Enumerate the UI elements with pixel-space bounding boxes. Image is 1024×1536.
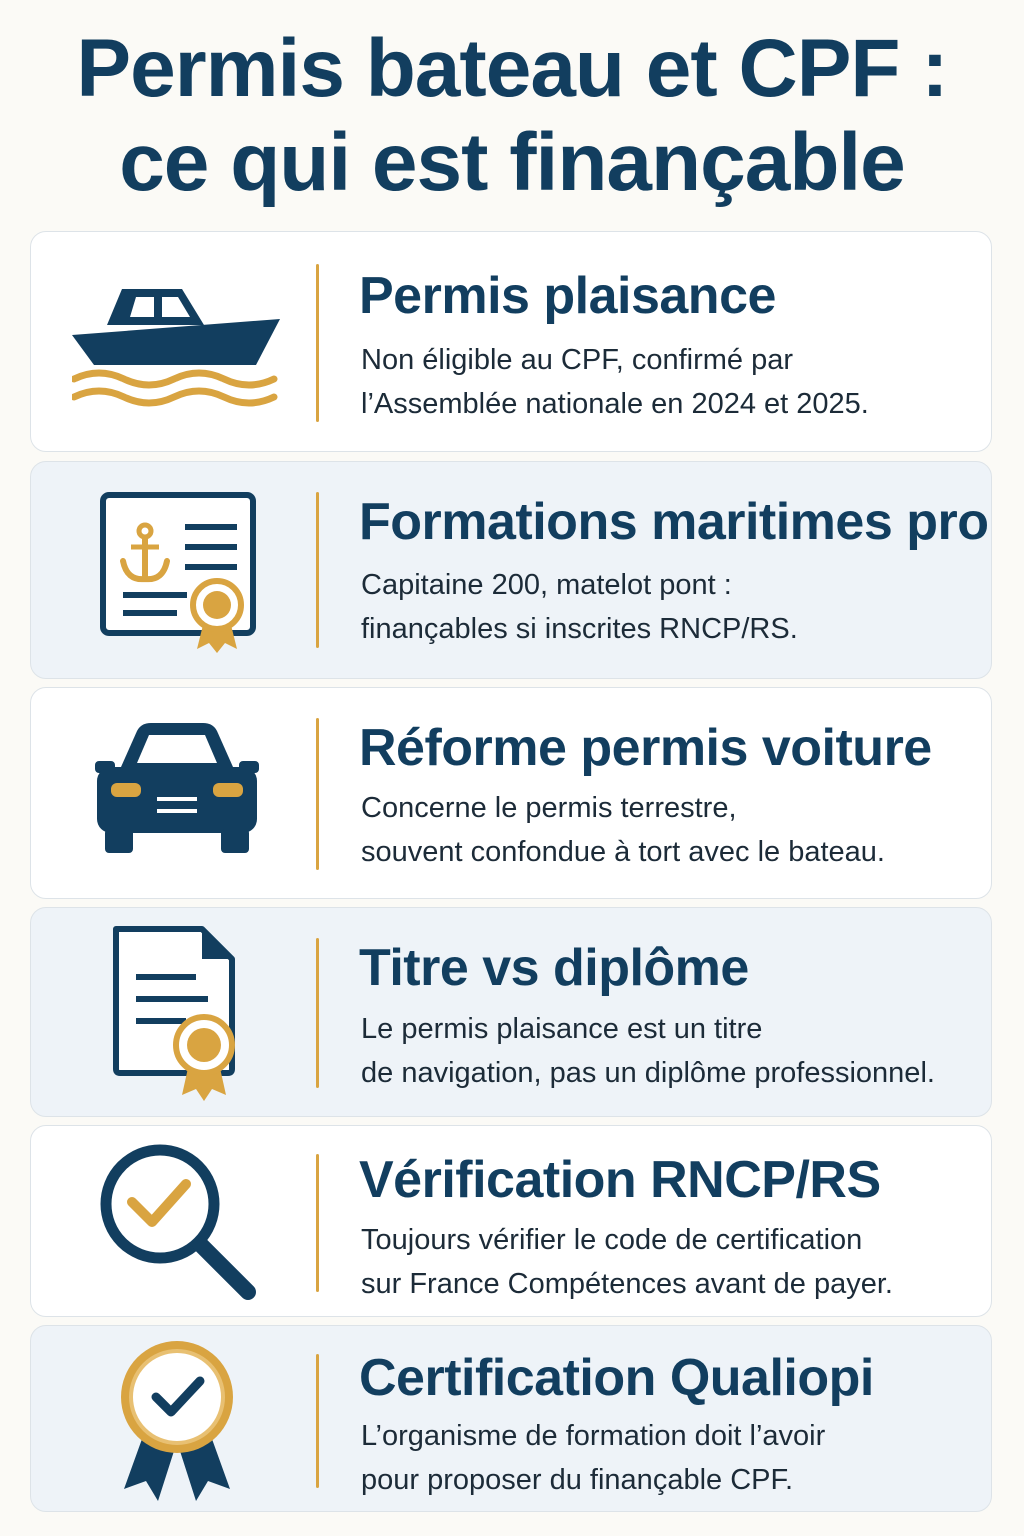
card-description [361,338,869,426]
card-divider [316,1154,319,1292]
magnifier-check-icon [67,1138,287,1308]
card-description-line-1: L’organisme de formation doit l’avoir [361,1420,826,1452]
card-title: Certification Qualiopi [359,1349,874,1407]
anchor-certificate-icon [67,484,287,660]
boat-icon [67,272,287,412]
document-award-icon [67,922,287,1106]
card-reforme-permis-voiture [30,687,992,899]
card-title: Permis plaisance [359,267,776,325]
card-description-line-1: Non éligible au CPF, confirmé par [361,344,793,376]
card-titre-vs-diplome [30,907,992,1117]
card-title: Vérification RNCP/RS [359,1151,881,1209]
page-title-line-1: Permis bateau et CPF : [76,23,948,114]
card-description [361,1007,935,1095]
card-description-line-2: pour proposer du finançable CPF. [361,1464,794,1496]
card-description-line-2: sur France Compétences avant de payer. [361,1268,893,1300]
card-description-line-2: finançables si inscrites RNCP/RS. [361,613,798,645]
card-formations-maritimes [30,461,992,679]
card-divider [316,492,319,648]
card-divider [316,718,319,870]
card-verification-rncp-rs [30,1125,992,1317]
card-certification-qualiopi [30,1325,992,1512]
card-description [361,1218,893,1306]
card-description-line-1: Toujours vérifier le code de certification [361,1224,863,1256]
card-description-line-2: l’Assemblée nationale en 2024 et 2025. [361,388,869,420]
card-description [361,1414,825,1502]
card-divider [316,264,319,422]
card-description-line-1: Le permis plaisance est un titre [361,1013,763,1045]
card-divider [316,1354,319,1488]
card-description [361,786,885,874]
page-title-line-2: ce qui est finançable [119,117,905,208]
card-permis-plaisance [30,231,992,452]
card-description-line-1: Capitaine 200, matelot pont : [361,569,732,601]
page-title [0,22,1024,210]
badge-check-icon [67,1334,287,1506]
car-icon [67,714,287,860]
card-description [361,563,798,651]
card-divider [316,938,319,1088]
card-description-line-2: de navigation, pas un diplôme professionnel. [361,1057,935,1089]
card-description-line-2: souvent confondue à tort avec le bateau. [361,836,885,868]
card-title: Réforme permis voiture [359,719,932,777]
card-title: Formations maritimes pro [359,493,989,551]
card-title: Titre vs diplôme [359,939,749,997]
card-description-line-1: Concerne le permis terrestre, [361,792,737,824]
